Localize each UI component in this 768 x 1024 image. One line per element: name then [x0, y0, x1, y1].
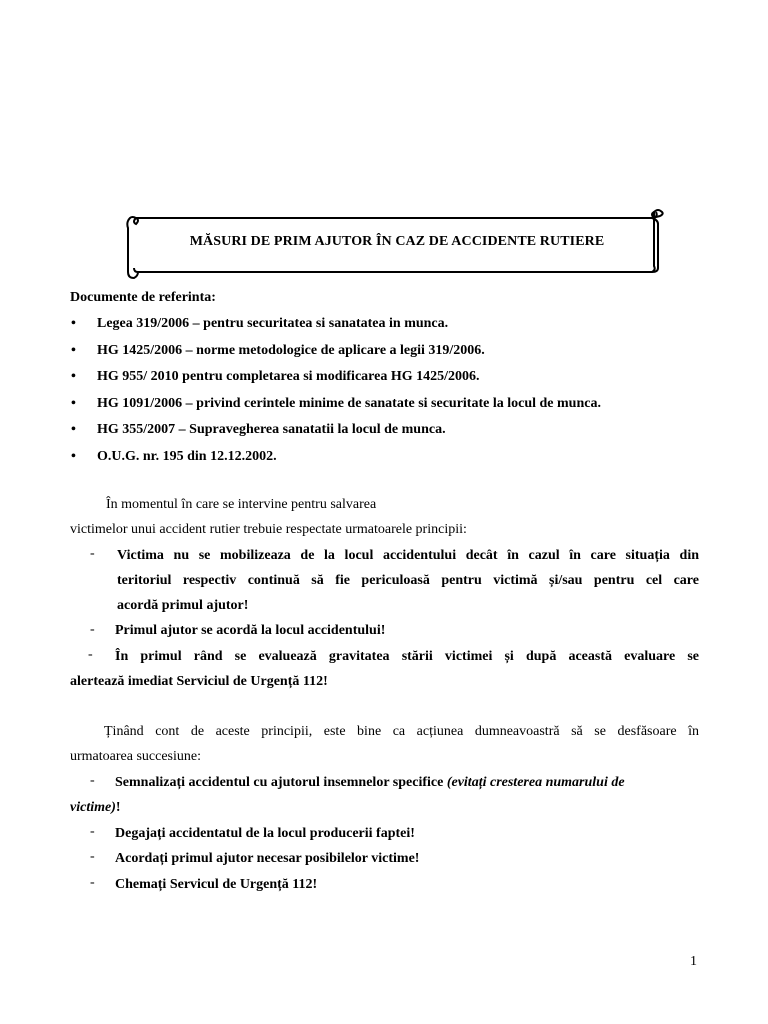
- dash-marker: -: [90, 875, 95, 890]
- step-1-note-end: victime): [70, 800, 116, 815]
- principle-1-line-1: Victima nu se mobilizeaza de la locul accidentului decât în cazul în care situația din: [117, 548, 699, 563]
- principle-2: Primul ajutor se acordă la locul accidentului!: [115, 623, 386, 638]
- dash-marker: -: [90, 824, 95, 839]
- page-number: 1: [690, 954, 697, 969]
- step-1-note: (evitați cresterea numarului de: [446, 775, 625, 790]
- principle-3-line-2: alertează imediat Serviciul de Urgență 112!: [70, 674, 328, 689]
- step-2: Degajați accidentatul de la locul producerii faptei!: [115, 826, 415, 841]
- dash-marker: -: [88, 647, 93, 662]
- step-1-text: Semnalizați accidentul cu ajutorul insemnelor specifice: [115, 775, 447, 790]
- section1-intro-line2: victimelor unui accident rutier trebuie respectate urmatoarele principii:: [70, 522, 467, 537]
- step-1-line-1: [115, 774, 625, 792]
- list-item: • HG 1091/2006 – privind cerintele minime de sanatate si securitate la locul de munca.: [70, 395, 601, 422]
- step-1-line-2: [70, 799, 121, 817]
- references-list: [70, 315, 601, 474]
- dash-marker: -: [90, 773, 95, 788]
- list-item: • O.U.G. nr. 195 din 12.12.2002.: [70, 448, 601, 475]
- list-item: • Legea 319/2006 – pentru securitatea si sanatatea in munca.: [70, 315, 601, 342]
- list-item: • HG 1425/2006 – norme metodologice de aplicare a legii 319/2006.: [70, 342, 601, 369]
- principle-1-line-3: acordă primul ajutor!: [117, 598, 249, 613]
- step-3: Acordați primul ajutor necesar posibilelor victime!: [115, 851, 420, 866]
- list-item: • HG 955/ 2010 pentru completarea si modificarea HG 1425/2006.: [70, 368, 601, 395]
- section2-intro-line2: urmatoarea succesiune:: [70, 749, 201, 764]
- dash-marker: -: [90, 622, 95, 637]
- references-label: Documente de referinta:: [70, 290, 216, 305]
- list-item: • HG 355/2007 – Supravegherea sanatatii la locul de munca.: [70, 421, 601, 448]
- step-4: Chemați Servicul de Urgență 112!: [115, 877, 318, 892]
- section1-intro-line1: În momentul în care se intervine pentru salvarea: [106, 497, 377, 512]
- principle-1-line-2: teritoriul respectiv continuă să fie periculoasă pentru victimă și/sau pentru cel care: [117, 573, 699, 588]
- step-1-exclamation: !: [115, 800, 121, 815]
- dash-marker: -: [90, 849, 95, 864]
- dash-marker: -: [90, 546, 95, 561]
- section2-intro-line1: Ținând cont de aceste principii, este bine ca acțiunea dumneavoastră să se desfăsoare în: [104, 724, 699, 739]
- page-title: MĂSURI DE PRIM AJUTOR ÎN CAZ DE ACCIDENTE RUTIERE: [189, 234, 605, 249]
- principle-3-line-1: În primul rând se evaluează gravitatea stării victimei și după această evaluare se: [115, 649, 699, 664]
